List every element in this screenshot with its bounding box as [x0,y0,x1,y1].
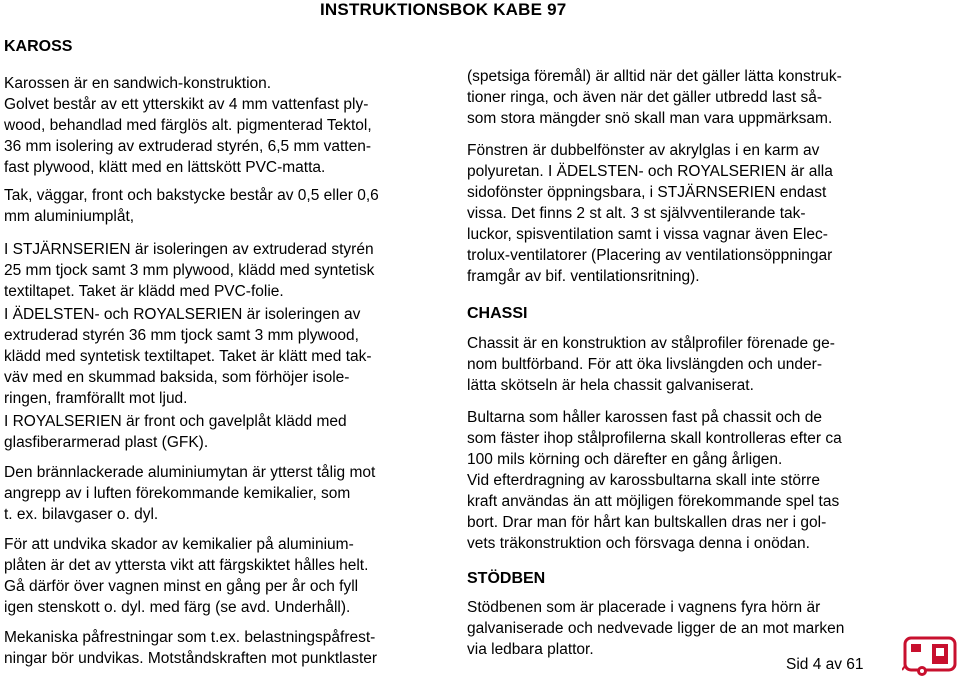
page-header-title: INSTRUKTIONSBOK KABE 97 [320,0,567,19]
paragraph-chassi [467,333,885,396]
text-line: 100 mils körning och därefter en gång årligen. [467,451,783,468]
text-line: extruderad styrén 36 mm tjock samt 3 mm plywood, [4,327,359,344]
paragraph-adelsten-royal [4,304,418,409]
paragraph-stjarnserien [4,239,418,302]
text-line: ningar bör undvikas. Motståndskraften mot punktlaster [4,650,378,667]
text-line: 36 mm isolering av extruderad styrén, 6,5 mm vatten- [4,138,371,155]
section-heading-chassi: CHASSI [467,305,528,322]
text-line: galvaniserade och nedvevade ligger de an mot marken [467,620,845,637]
text-line: angrepp av i luften förekommande kemikalier, som [4,485,351,502]
text-line: luckor, spisventilation samt i vissa vagnar även Elec- [467,226,828,243]
text-line: I STJÄRNSERIEN är isoleringen av extruderad styrén [4,241,374,258]
text-line: sidofönster öppningsbara, i STJÄRNSERIEN endast [467,184,827,201]
text-line: I ÄDELSTEN- och ROYALSERIEN är isoleringen av [4,306,361,323]
paragraph-kaross-intro [4,73,418,178]
text-line: som stora mängder snö skall man vara uppmärksam. [467,110,833,127]
paragraph-fonstren [467,140,885,287]
text-line: Gå därför över vagnen minst en gång per år och fyll [4,578,359,595]
page-number: Sid 4 av 61 [786,656,864,673]
text-line: vissa. Det finns 2 st alt. 3 st självventilerande tak- [467,205,806,222]
text-line: Chassit är en konstruktion av stålprofiler förenade ge- [467,335,835,352]
text-line: lätta skötseln är hela chassit galvaniserat. [467,377,754,394]
text-line: 25 mm tjock samt 3 mm plywood, klädd med syntetisk [4,262,375,279]
text-line: via ledbara plattor. [467,641,594,658]
text-line: ringen, framförallt mot ljud. [4,390,188,407]
text-line: (spetsiga föremål) är alltid när det gäller lätta konstruk- [467,68,842,85]
text-line: fast plywood, klätt med en lättskött PVC-matta. [4,159,326,176]
text-line: igen stenskott o. dyl. med färg (se avd. Underhåll). [4,599,351,616]
text-line: polyuretan. I ÄDELSTEN- och ROYALSERIEN är alla [467,163,833,180]
text-line: textiltapet. Taket är klädd med PVC-folie. [4,283,284,300]
paragraph-tak-vaggar [4,185,418,227]
text-line: plåten är det av yttersta vikt att färgskiktet hålles helt. [4,557,369,574]
text-line: Den brännlackerade aluminiumytan är ytterst tålig mot [4,464,376,481]
section-heading-kaross: KAROSS [4,38,73,55]
text-line: Fönstren är dubbelfönster av akrylglas i en karm av [467,142,820,159]
text-line: väv med en skummad baksida, som förhöjer isole- [4,369,350,386]
text-line: Bultarna som håller karossen fast på chassit och de [467,409,822,426]
paragraph-bultarna [467,407,885,554]
text-line: klädd med syntetisk textiltapet. Taket är klätt med tak- [4,348,372,365]
section-heading-stodben: STÖDBEN [467,570,546,587]
left-column [4,36,418,679]
text-line: mm aluminiumplåt, [4,208,135,225]
text-line: vets träkonstruktion och försvaga denna i onödan. [467,535,810,552]
text-line: För att undvika skador av kemikalier på aluminium- [4,536,354,553]
right-column [467,66,885,670]
text-line: trolux-ventilatorer (Placering av ventilationsöppningar [467,247,833,264]
paragraph-royalserien-gfk [4,411,418,453]
text-line: framgår av bif. ventilationsritning). [467,268,700,285]
text-line: tioner ringa, och även när det gäller utbredd last så- [467,89,822,106]
text-line: I ROYALSERIEN är front och gavelplåt klädd med [4,413,347,430]
text-line: Golvet består av ett ytterskikt av 4 mm vattenfast ply- [4,96,369,113]
text-line: kraft användas än att möjligen förekommande spel tas [467,493,840,510]
paragraph-kemikalier [4,534,418,618]
text-line: Karossen är en sandwich-konstruktion. [4,75,272,92]
paragraph-mekaniska [4,627,418,669]
paragraph-brannlack [4,462,418,525]
text-line: glasfiberarmerad plast (GFK). [4,434,209,451]
text-line: Vid efterdragning av karossbultarna skall inte större [467,472,820,489]
caravan-logo-icon [902,632,958,678]
text-line: som fäster ihop stålprofilerna skall kontrolleras efter ca [467,430,842,447]
text-line: bort. Drar man för hårt kan bultskallen dras ner i gol- [467,514,827,531]
paragraph-spetsiga [467,66,885,129]
text-line: Tak, väggar, front och bakstycke består av 0,5 eller 0,6 [4,187,379,204]
text-line: Stödbenen som är placerade i vagnens fyra hörn är [467,599,821,616]
paragraph-stodben [467,597,885,660]
text-line: wood, behandlad med färglös alt. pigmenterad Tektol, [4,117,372,134]
text-line: t. ex. bilavgaser o. dyl. [4,506,159,523]
text-line: Mekaniska påfrestningar som t.ex. belastningspåfrest- [4,629,376,646]
text-line: nom bultförband. För att öka livslängden och under- [467,356,822,373]
